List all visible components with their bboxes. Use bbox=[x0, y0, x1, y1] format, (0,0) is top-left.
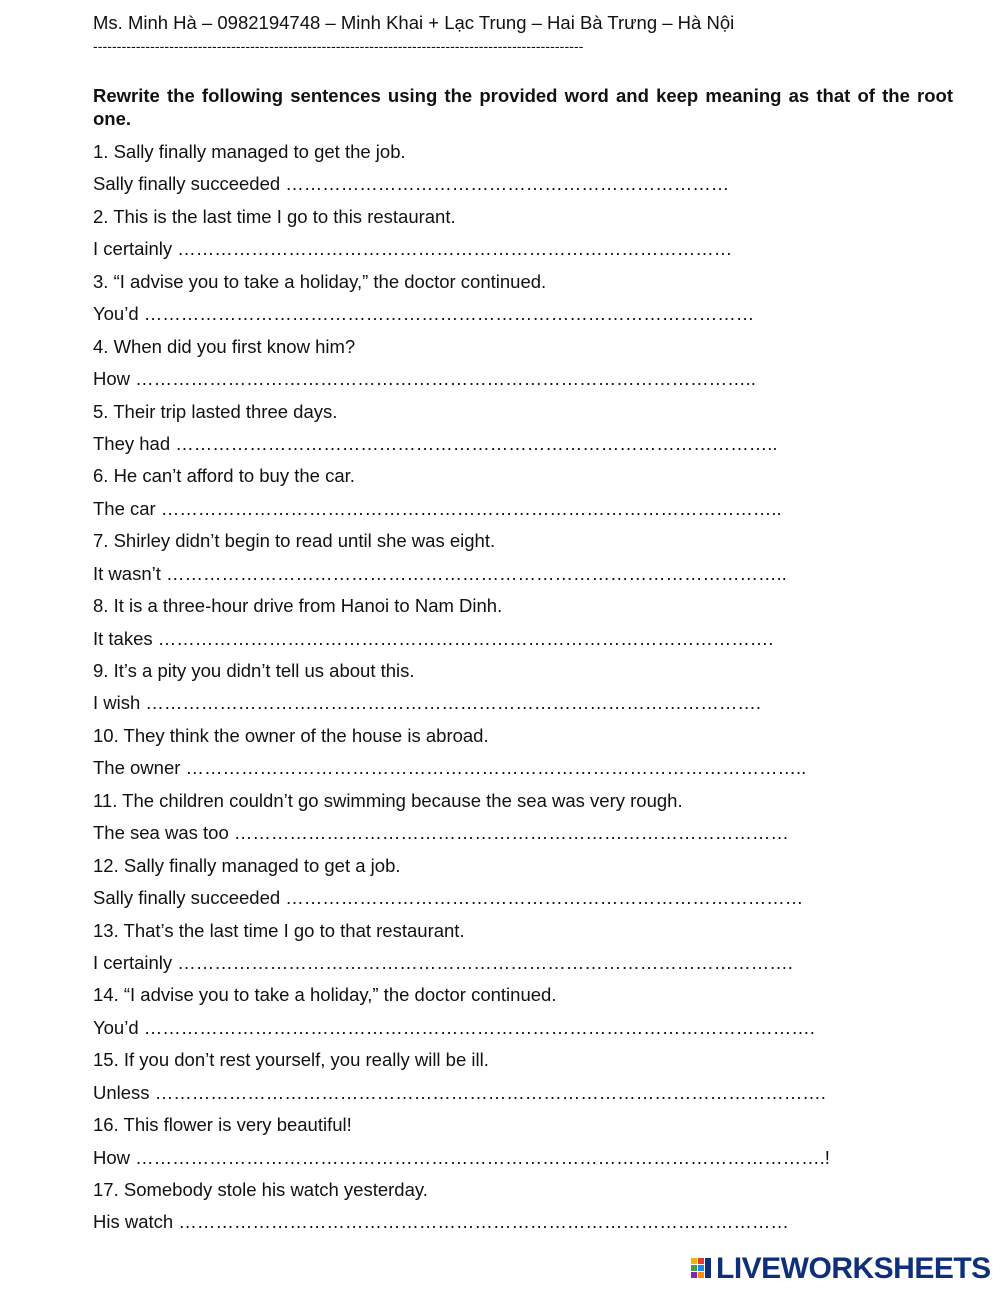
exercise-instructions: Rewrite the following sentences using the provided word and keep meaning as that of the root one. bbox=[93, 85, 953, 129]
answer-line[interactable]: I certainly ………………………………………………………………………………………. bbox=[93, 951, 793, 973]
answer-line[interactable]: How ………………………………………………………………………………………………….! bbox=[93, 1146, 830, 1168]
answer-line[interactable]: It wasn’t ……………………………………………………………………………………….. bbox=[93, 562, 787, 584]
question-prompt: 12. Sally finally managed to get a job. bbox=[93, 854, 401, 876]
answer-line[interactable]: Unless ………………………………………………………………………………………………. bbox=[93, 1081, 826, 1103]
logo-wordmark: LIVEWORKSHEETS bbox=[716, 1252, 991, 1285]
answer-line[interactable]: Sally finally succeeded ……………………………………………………………… bbox=[93, 173, 730, 195]
liveworksheets-logo[interactable] bbox=[691, 1254, 991, 1284]
answer-line[interactable]: The owner ……………………………………………………………………………………….. bbox=[93, 757, 807, 779]
question-prompt: 2. This is the last time I go to this restaurant. bbox=[93, 205, 456, 227]
question-list bbox=[93, 138, 955, 1241]
answer-line[interactable]: You’d ……………………………………………………………………………………… bbox=[93, 303, 755, 325]
question-prompt: 3. “I advise you to take a holiday,” the doctor continued. bbox=[93, 270, 547, 292]
answer-line[interactable]: How ……………………………………………………………………………………….. bbox=[93, 368, 756, 390]
answer-line[interactable]: Sally finally succeeded ………………………………………………………………………… bbox=[93, 887, 804, 909]
question-prompt: 8. It is a three-hour drive from Hanoi to Nam Dinh. bbox=[93, 595, 503, 617]
header-divider: ------------------------------------------------------------------------------------------------------- bbox=[93, 38, 584, 54]
answer-line[interactable]: The car ……………………………………………………………………………………….. bbox=[93, 497, 782, 519]
question-prompt: 13. That’s the last time I go to that restaurant. bbox=[93, 919, 465, 941]
answer-line[interactable]: I certainly ……………………………………………………………………………… bbox=[93, 238, 733, 260]
answer-line[interactable]: The sea was too ……………………………………………………………………………… bbox=[93, 822, 789, 844]
answer-line[interactable]: You’d ………………………………………………………………………………………………. bbox=[93, 1016, 815, 1038]
question-prompt: 7. Shirley didn’t begin to read until she was eight. bbox=[93, 530, 496, 552]
question-prompt: 15. If you don’t rest yourself, you really will be ill. bbox=[93, 1049, 489, 1071]
question-prompt: 17. Somebody stole his watch yesterday. bbox=[93, 1179, 428, 1200]
answer-line[interactable]: His watch ……………………………………………………………………………………… bbox=[93, 1211, 789, 1233]
question-prompt: 16. This flower is very beautiful! bbox=[93, 1114, 352, 1136]
question-prompt: 10. They think the owner of the house is abroad. bbox=[93, 724, 489, 746]
answer-line[interactable]: They had …………………………………………………………………………………….. bbox=[93, 432, 778, 454]
question-prompt: 5. Their trip lasted three days. bbox=[93, 400, 338, 422]
teacher-contact-header: Ms. Minh Hà – 0982194748 – Minh Khai + Lạc Trung – Hai Bà Trưng – Hà Nội bbox=[93, 12, 735, 33]
liveworksheets-logo-icon bbox=[691, 1256, 713, 1282]
question-prompt: 11. The children couldn’t go swimming because the sea was very rough. bbox=[93, 789, 683, 811]
question-prompt: 9. It’s a pity you didn’t tell us about this. bbox=[93, 660, 415, 681]
question-prompt: 6. He can’t afford to buy the car. bbox=[93, 465, 355, 487]
answer-line[interactable]: It takes ………………………………………………………………………………………. bbox=[93, 627, 774, 649]
question-prompt: 14. “I advise you to take a holiday,” the doctor continued. bbox=[93, 984, 557, 1006]
answer-line[interactable]: I wish ………………………………………………………………………………………. bbox=[93, 692, 762, 714]
question-prompt: 4. When did you first know him? bbox=[93, 335, 356, 357]
question-prompt: 1. Sally finally managed to get the job. bbox=[93, 141, 406, 162]
